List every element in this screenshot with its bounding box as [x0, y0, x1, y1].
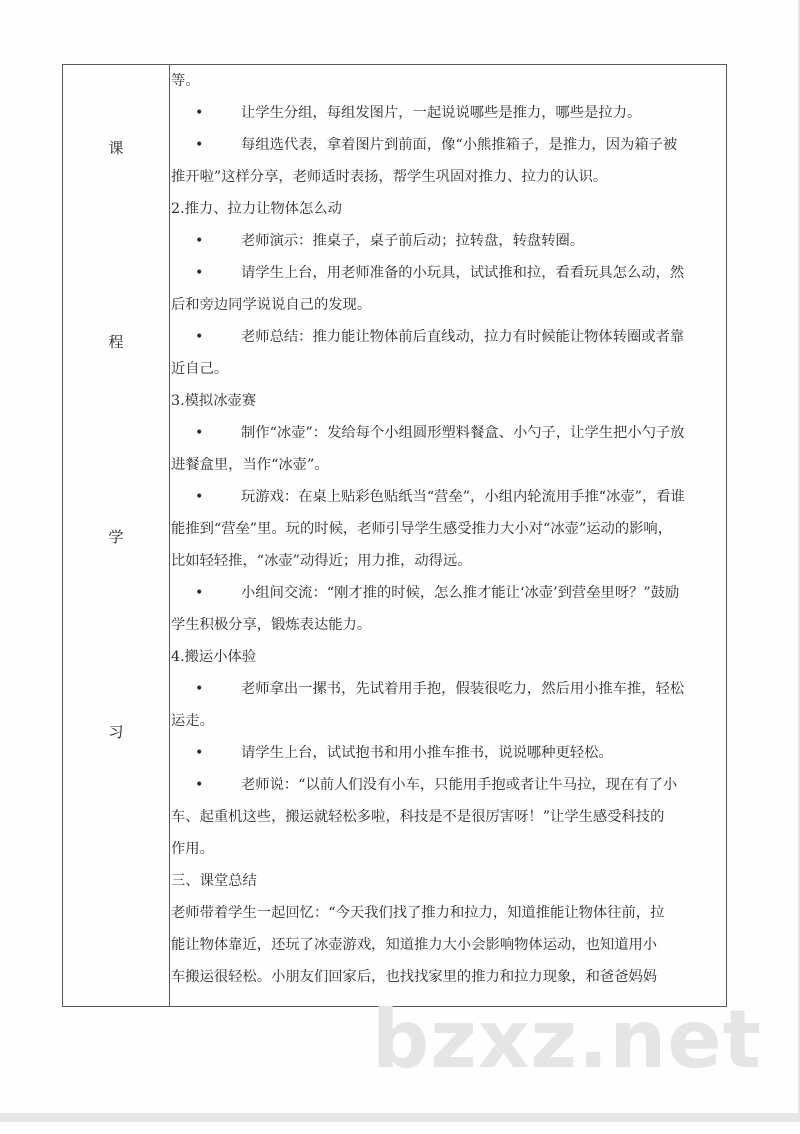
line-text: 推开啦”这样分享，老师适时表扬，帮学生巩固对推力、拉力的认识。: [171, 169, 608, 185]
line-text: 老师带着学生一起回忆：“今天我们找了推力和拉力，知道推能让物体往前，拉: [171, 905, 665, 921]
text-line: [171, 615, 371, 635]
bullet-item: [171, 327, 684, 347]
line-text: 运走。: [171, 713, 214, 729]
line-text: 作用。: [171, 841, 214, 857]
line-text: 2.推力、拉力让物体怎么动: [171, 201, 342, 217]
bullet-icon: •: [195, 585, 204, 601]
text-line: [171, 967, 657, 987]
bullet-item: [171, 135, 677, 155]
text-line: [171, 455, 329, 475]
line-text: 老师说：“以前人们没有小车，只能用手抱或者让牛马拉，现在有了小: [241, 777, 678, 793]
page-gap: [0, 1113, 800, 1122]
line-text: 车搬运很轻松。小朋友们回家后，也找找家里的推力和拉力现象，和爸爸妈妈: [171, 969, 658, 985]
next-page-top: [0, 1122, 800, 1134]
line-text: 能让物体靠近，还玩了冰壶游戏，知道推力大小会影响物体运动，也知道用小: [171, 937, 658, 953]
bullet-item: [171, 775, 677, 795]
line-text: 4.搬运小体验: [171, 649, 257, 665]
bullet-item: [171, 231, 584, 251]
line-text: 老师演示：推桌子，桌子前后动；拉转盘，转盘转圈。: [241, 233, 585, 249]
line-text: 制作“冰壶”：发给每个小组圆形塑料餐盒、小勺子，让学生把小勺子放: [241, 425, 685, 441]
bullet-item: [171, 487, 685, 507]
line-text: 车、起重机这些，搬运就轻松多啦，科技是不是很厉害呀！”让学生感受科技的: [171, 809, 665, 825]
bullet-icon: •: [195, 425, 204, 441]
text-line: [171, 359, 228, 379]
section-heading: [171, 871, 257, 891]
side-label-cheng: 程: [108, 333, 124, 351]
side-label-ke: 课: [108, 139, 124, 157]
line-text: 小组间交流：“刚才推的时候，怎么推才能让‘冰壶’到营垒里呀？”鼓励: [241, 585, 680, 601]
line-text: 近自己。: [171, 361, 229, 377]
bullet-item: [171, 103, 641, 123]
text-line: [171, 167, 607, 187]
section-heading: [171, 199, 342, 219]
line-text: 三、课堂总结: [171, 873, 257, 889]
bullet-item: [171, 743, 613, 763]
bullet-icon: •: [195, 745, 204, 761]
line-text: 每组选代表，拿着图片到前面，像“小熊推箱子，是推力，因为箱子被: [241, 137, 678, 153]
line-text: 老师拿出一摞书，先试着用手抱，假装很吃力，然后用小推车推，轻松: [241, 681, 685, 697]
column-divider: [169, 65, 170, 1006]
section-heading: [171, 647, 256, 667]
bullet-icon: •: [195, 681, 204, 697]
line-text: 请学生上台，用老师准备的小玩具，试试推和拉，看看玩具怎么动，然: [241, 265, 685, 281]
text-line: [171, 711, 214, 731]
text-line: [171, 551, 472, 571]
text-line: [171, 839, 214, 859]
bullet-item: [171, 263, 684, 283]
side-label-xue: 学: [108, 528, 124, 546]
side-label-xi: 习: [108, 723, 124, 741]
line-text: 能推到“营垒”里。玩的时候，老师引导学生感受推力大小对“冰壶”运动的影响，: [171, 521, 673, 537]
section-heading: [171, 391, 256, 411]
text-line: [171, 519, 672, 539]
line-text: 老师总结：推力能让物体前后直线动，拉力有时候能让物体转圈或者靠: [241, 329, 685, 345]
bullet-icon: •: [195, 233, 204, 249]
line-text: 进餐盒里，当作“冰壶”。: [171, 457, 329, 473]
lesson-content: [171, 65, 726, 1006]
text-line: [171, 295, 371, 315]
bullet-icon: •: [195, 489, 204, 505]
bullet-icon: •: [195, 265, 204, 281]
text-line: [171, 807, 664, 827]
line-text: 比如轻轻推，“冰壶”动得近；用力推，动得远。: [171, 553, 472, 569]
line-text: 等。: [171, 73, 200, 89]
bullet-item: [171, 583, 679, 603]
bullet-icon: •: [195, 777, 204, 793]
bullet-icon: •: [195, 105, 204, 121]
line-text: 玩游戏：在桌上贴彩色贴纸当“营垒”，小组内轮流用手推“冰壶”，看谁: [241, 489, 685, 505]
lesson-table: [62, 64, 727, 1007]
line-text: 3.模拟冰壶赛: [171, 393, 257, 409]
bullet-item: [171, 679, 684, 699]
text-line: [171, 935, 657, 955]
line-text: 请学生上台，试试抱书和用小推车推书，说说哪种更轻松。: [241, 745, 613, 761]
bullet-icon: •: [195, 137, 204, 153]
line-text: 让学生分组，每组发图片，一起说说哪些是推力，哪些是拉力。: [241, 105, 642, 121]
watermark: bzxz.net: [372, 993, 762, 1086]
bullet-icon: •: [195, 329, 204, 345]
text-line: [171, 71, 200, 91]
line-text: 学生积极分享，锻炼表达能力。: [171, 617, 372, 633]
text-line: [171, 903, 664, 923]
bullet-item: [171, 423, 685, 443]
line-text: 后和旁边同学说说自己的发现。: [171, 297, 372, 313]
